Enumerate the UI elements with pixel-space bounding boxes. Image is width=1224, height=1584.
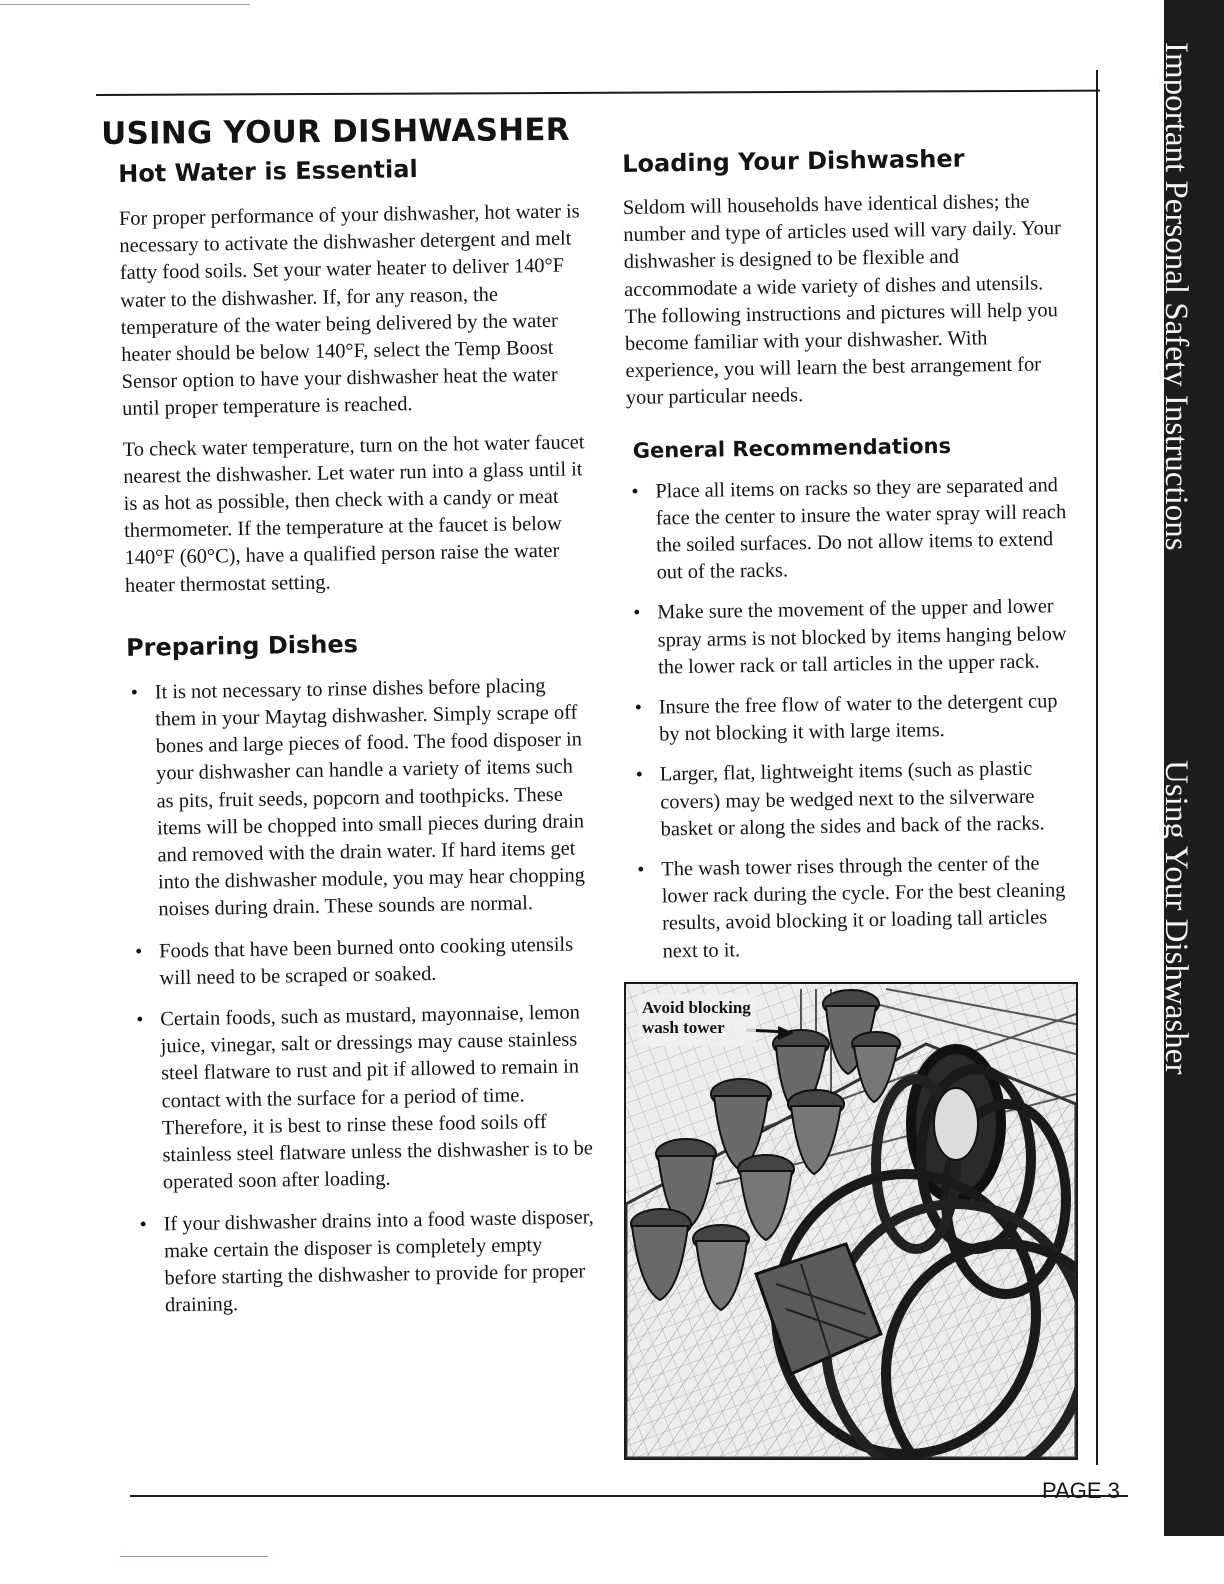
bullet-icon: • bbox=[633, 602, 641, 625]
list-item-text: It is not necessary to rinse dishes before placing them in your Maytag dishwasher. Simply scrape off bones and large pieces of food. The food disposer in your dishwasher can handle a variety of items such as pits, fruit seeds, popcorn and toothpicks. These items will be chopped into small pieces during drain and removed with the drain water. If hard items get into the dishwasher module, you may hear chopping noises during drain. These sounds are normal. bbox=[154, 674, 586, 921]
list-item-text: Foods that have been burned onto cooking utensils will need to be scraped or soaked. bbox=[158, 933, 574, 990]
bullet-icon: • bbox=[637, 858, 645, 881]
bullet-icon: • bbox=[635, 764, 644, 787]
figure-callout-line-1: Avoid blocking bbox=[642, 998, 751, 1017]
list-item-text: The wash tower rises through the center of the lower rack during the cycle. For the best cleaning results, avoid blocking it or loading tall articles next to it. bbox=[661, 852, 1066, 963]
list-item bbox=[135, 1204, 599, 1320]
scan-edge-mark bbox=[0, 4, 250, 5]
bullet-icon: • bbox=[134, 940, 143, 963]
loading-paragraph: Seldom will households have identical dishes; the number and type of articles used will vary daily. Your dishwasher is designed to be flexible and accommodate a wide variety of dishes and utensils. The following instructions and pictures will help you become familiar with your dishwasher. With experience, you will learn the best arrangement for your particular needs. bbox=[622, 190, 1062, 410]
list-item-text: Insure the free flow of water to the detergent cup by not blocking it with large items. bbox=[658, 690, 1058, 746]
bullet-icon: • bbox=[139, 1213, 147, 1236]
list-item-text: If your dishwasher drains into a food waste disposer, make certain the disposer is completely empty before starting the dishwasher to provide for proper draining. bbox=[163, 1205, 594, 1317]
list-item bbox=[127, 672, 593, 924]
preparing-dishes-heading: Preparing Dishes bbox=[125, 629, 359, 662]
left-column bbox=[118, 152, 599, 1320]
list-item bbox=[131, 931, 594, 993]
list-item-text: Place all items on racks so they are separated and face the center to insure the water spray will reach the soiled surfaces. Do not allow items to extend out of the racks. bbox=[655, 473, 1067, 584]
side-tab-dishwasher-label: Using Your Dishwasher bbox=[1158, 760, 1194, 1075]
scan-edge-mark bbox=[120, 1556, 268, 1557]
bullet-icon: • bbox=[130, 681, 139, 704]
hot-water-paragraph-2: To check water temperature, turn on the hot water faucet nearest the dishwasher. Let water run into a glass until it is as hot as possible, then check with a candy or meat thermometer. If the temperature at the faucet is below 140°F (60°C), have a qualified person raise the water heater thermostat setting. bbox=[122, 430, 585, 597]
preparing-dishes-list bbox=[127, 672, 600, 1320]
right-column bbox=[622, 143, 1085, 966]
bullet-icon: • bbox=[136, 1008, 144, 1031]
top-divider bbox=[96, 90, 1100, 96]
page-number: PAGE 3 bbox=[1042, 1478, 1120, 1503]
general-recommendations-list bbox=[627, 472, 1085, 966]
page-title: USING YOUR DISHWASHER bbox=[101, 111, 570, 152]
list-item bbox=[632, 755, 1083, 844]
list-item bbox=[627, 472, 1079, 588]
list-item bbox=[132, 999, 597, 1197]
list-item bbox=[633, 850, 1085, 966]
figure-callout-line-2: wash tower bbox=[642, 1018, 725, 1037]
hot-water-paragraph-1: For proper performance of your dishwasher, hot water is necessary to activate the dishwasher detergent and melt fatty food soils. Set your water heater to deliver 140°F water to the dishwasher. If, for any reason, the temperature of the water being delivered by the water heater should be below 140°F, select the Temp Boost Sensor option to have your dishwasher heat the water until proper temperature is reached. bbox=[118, 200, 580, 421]
list-item bbox=[631, 688, 1082, 749]
loading-heading: Loading Your Dishwasher bbox=[622, 144, 965, 178]
hot-water-heading: Hot Water is Essential bbox=[118, 155, 418, 188]
right-divider bbox=[1096, 70, 1098, 1465]
bullet-icon: • bbox=[634, 696, 643, 719]
figure-callout bbox=[642, 998, 751, 1038]
general-recommendations-heading: General Recommendations bbox=[632, 433, 952, 463]
dishwasher-rack-illustration bbox=[624, 982, 1078, 1460]
list-item-text: Larger, flat, lightweight items (such as plastic covers) may be wedged next to the silverware basket or along the sides and back of the racks. bbox=[659, 758, 1045, 841]
loaded-rack-drawing bbox=[626, 984, 1076, 1458]
side-tab-safety-label: Important Personal Safety Instructions bbox=[1158, 42, 1194, 551]
bullet-icon: • bbox=[631, 480, 639, 503]
list-item-text: Certain foods, such as mustard, mayonnaise, lemon juice, vinegar, salt or dressings may cause stainless steel flatware to rust and pit if allowed to remain in contact with the surface for a period of time. Therefore, it is best to rinse these food soils off stainless steel flatware unless the dishwasher is to be operated soon after loading. bbox=[160, 1001, 594, 1194]
bottom-divider bbox=[130, 1495, 1128, 1497]
list-item-text: Make sure the movement of the upper and lower spray arms is not blocked by items hanging below the lower rack or tall articles in the upper rack. bbox=[657, 595, 1067, 679]
list-item bbox=[629, 593, 1080, 682]
